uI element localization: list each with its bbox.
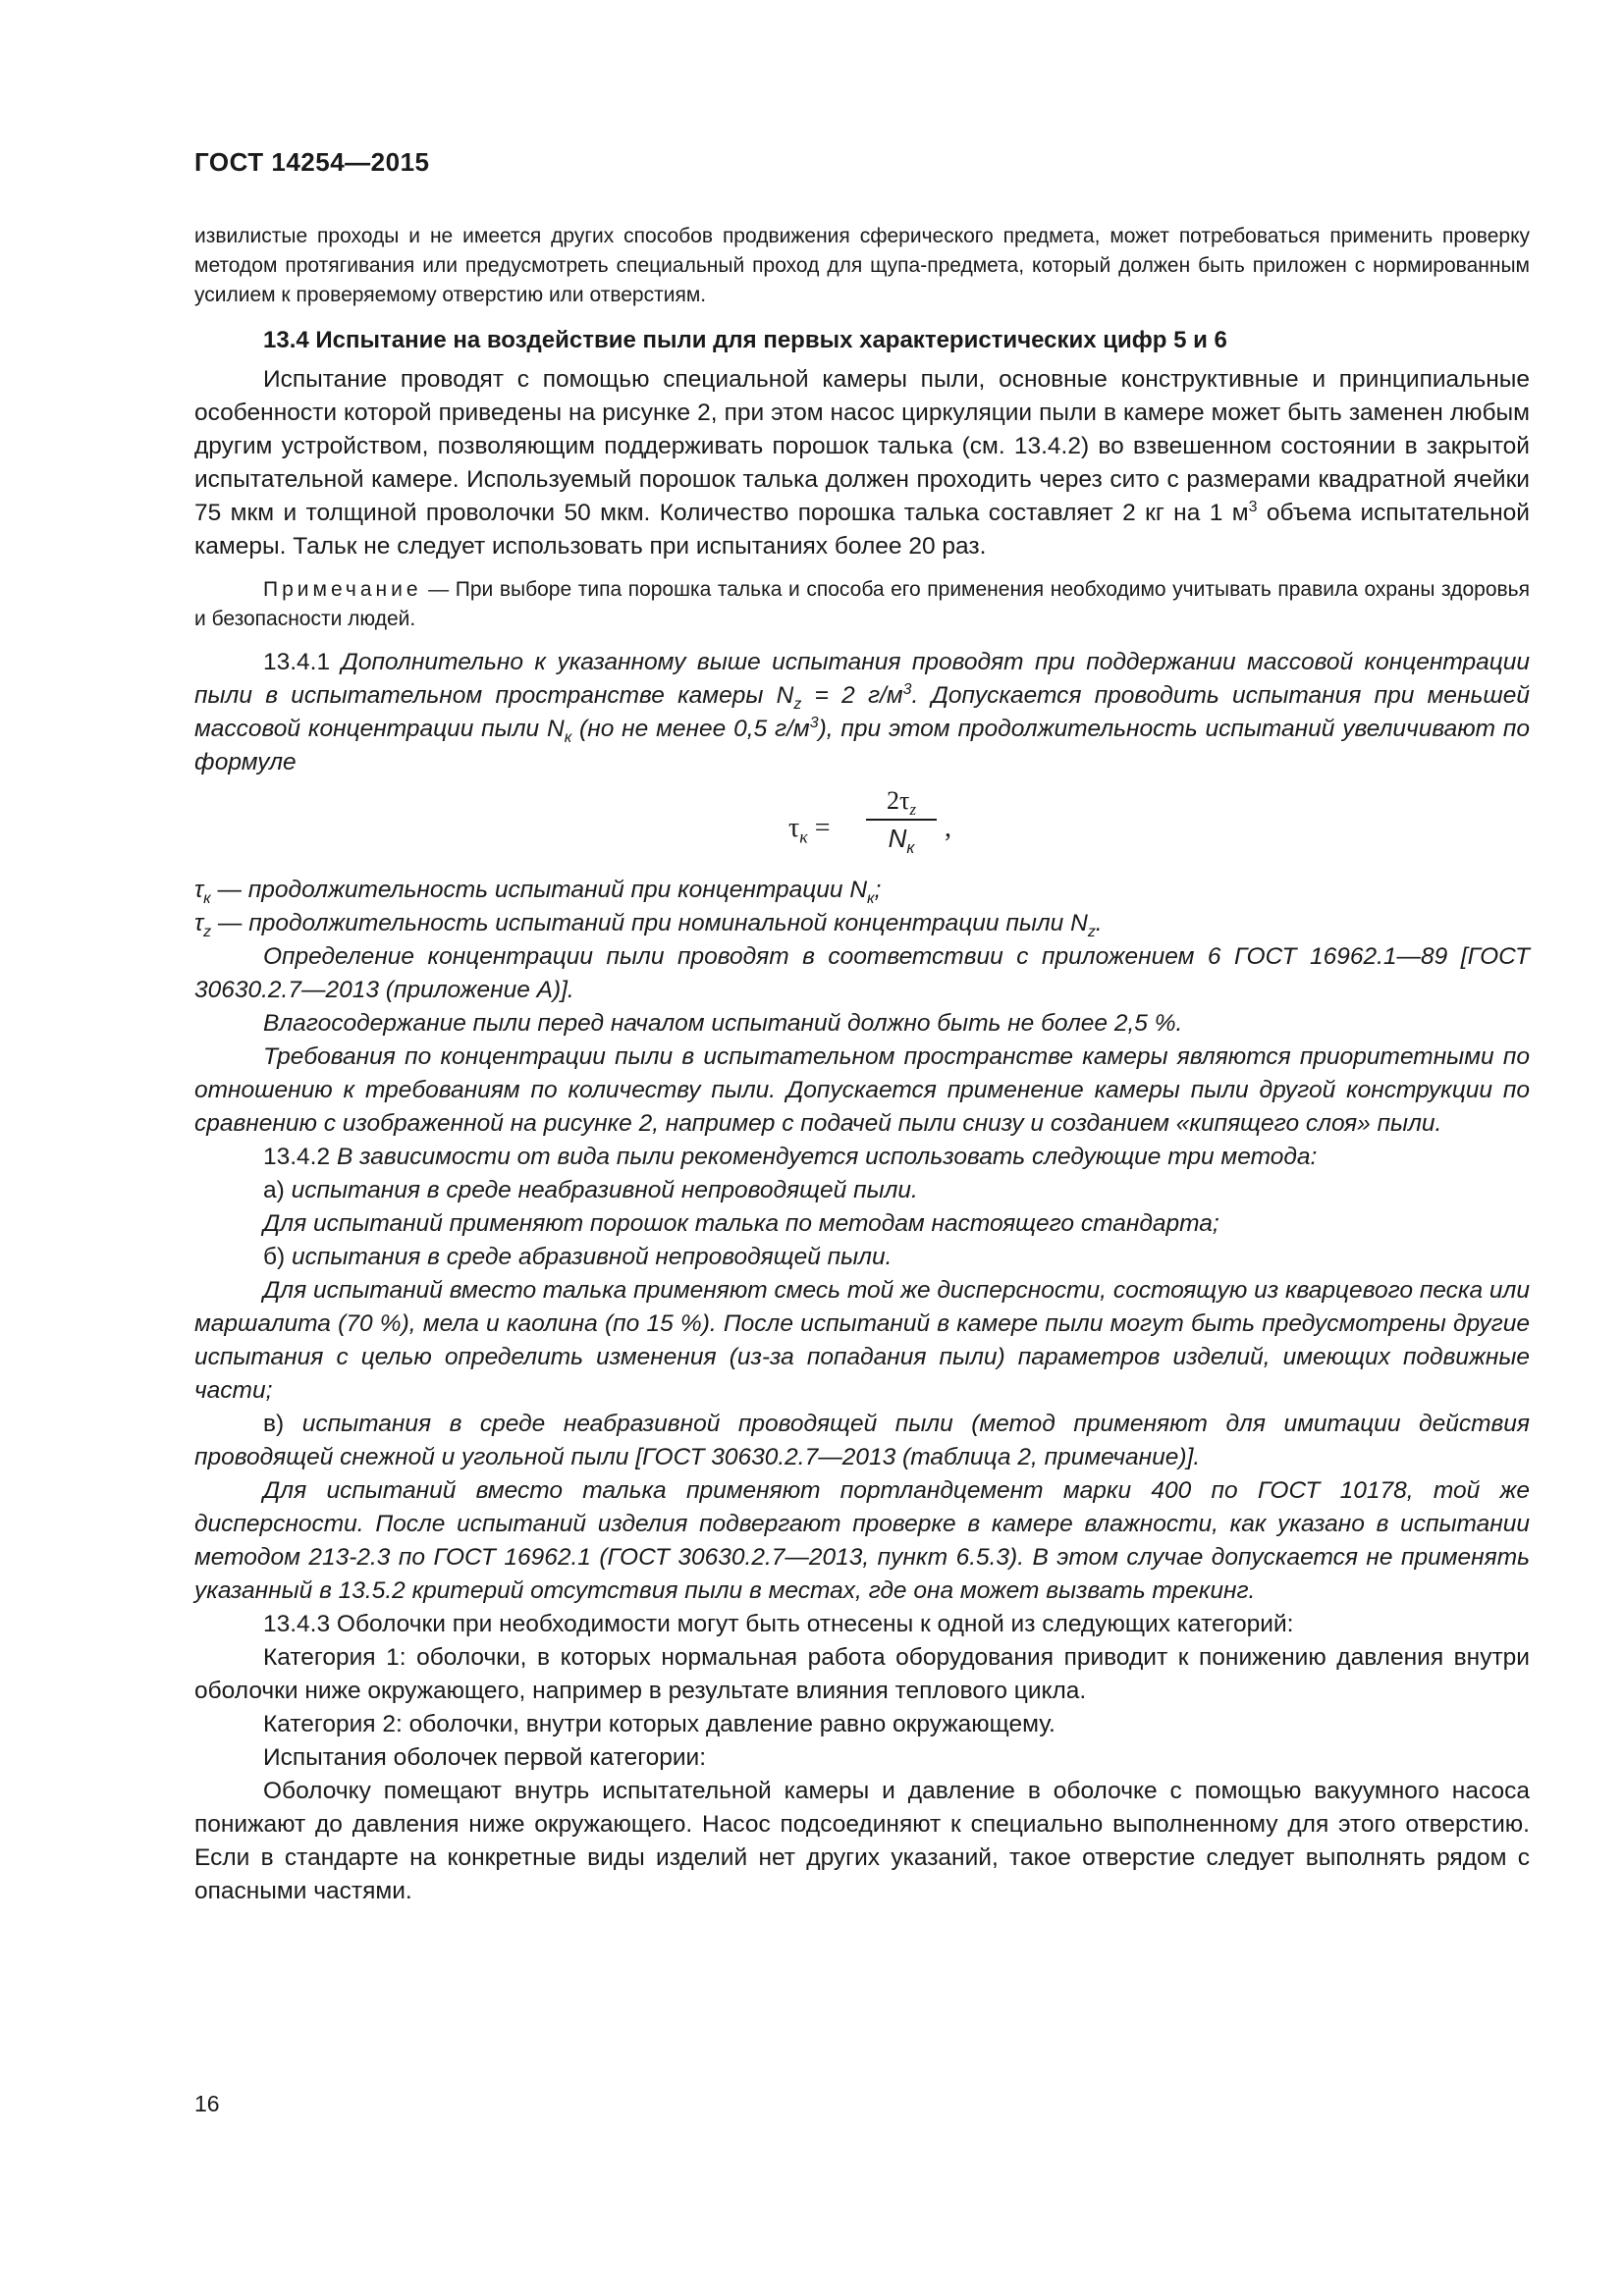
formula-comma: , (945, 813, 951, 843)
fraction-bar (866, 819, 937, 821)
duration-formula (194, 781, 1530, 872)
definition-tau-z: $\tau_z$ — продолжительность испытаний при номинальной концентрации пыли $N_z$. (194, 910, 1103, 940)
paragraph-13-4-body: Испытание проводят с помощью специальной камеры пыли, основные конструктивные и принципиальные особенности которой приведены на рисунке 2, при этом насос циркуляции пыли в камере может быть заменен любым другим устройством, позволяющим поддерживать порошок талька (см. 13.4.2) во взвешенном состоянии в закрытой испытательной камере. Используемый порошок талька должен проходить через сито с размерами квадратной ячейки 75 мкм и толщиной проволочки 50 мкм. Количество порошка талька составляет 2 кг на 1 $м^3$ объема испытательной камеры. Тальк не следует использовать при испытаниях более 20 раз. (194, 366, 1530, 560)
note-label: Примечание (263, 578, 422, 601)
category-1: Категория 1: оболочки, в которых нормальная работа оборудования приводит к понижению давления внутри оболочки ниже окружающего, например в результате влияния теплового цикла. (194, 1644, 1530, 1704)
formula-denominator: $N_к$ (888, 824, 915, 858)
method-a-description: Для испытаний применяют порошок талька по методам настоящего стандарта; (263, 1210, 1219, 1237)
method-a: а) испытания в среде неабразивной непроводящей пыли. (263, 1177, 918, 1203)
page-number: 16 (194, 2091, 220, 2116)
paragraph-concentration: Определение концентрации пыли проводят в соответствии с приложением 6 ГОСТ 16962.1—89 [ГОСТ 30630.2.7—2013 (приложение А)]. (194, 943, 1530, 1003)
document-code-header: ГОСТ 14254—2015 (194, 147, 430, 177)
note-paragraph: Примечание — При выборе типа порошка талька и способа его применения необходимо учитывать правила охраны здоровья и безопасности людей. (194, 578, 1530, 630)
paragraph-requirements: Требования по концентрации пыли в испытательном пространстве камеры являются приоритетными по отношению к требованиям по количеству пыли. Допускается применение камеры пыли другой конструкции по сравнению с изображенной на рисунке 2, например с подачей пыли снизу и созданием «кипящего слоя» пыли. (194, 1043, 1530, 1137)
definition-tau-k: $\tau_к$ — продолжительность испытаний при концентрации $N_к$; (194, 877, 882, 907)
paragraph-humidity: Влагосодержание пыли перед началом испытаний должно быть не более 2,5 %. (263, 1010, 1183, 1037)
category-2: Категория 2: оболочки, внутри которых давление равно окружающему. (263, 1711, 1056, 1737)
formula-lhs: $\tau_к$ = (788, 813, 831, 847)
paragraph-13-4-1: 13.4.1 Дополнительно к указанному выше испытания проводят при поддержании массовой концентрации пыли в испытательном пространстве камеры $N_z = 2$ $г/м^3$. Допускается проводить испытания при меньшей массовой концентрации пыли $N_к$ (но не менее 0,5 $г/м^3$), при этом продолжительность испытаний увеличивают по формуле (194, 649, 1530, 775)
formula-numerator: $2\tau_z$ (886, 786, 917, 820)
method-c-description: Для испытаний вместо талька применяют портландцемент марки 400 по ГОСТ 10178, той же дисперсности. После испытаний изделия подвергают проверке в камере влажности, как указано в испытании методом 213-2.3 по ГОСТ 16962.1 (ГОСТ 30630.2.7—2013, пункт 6.5.3). В этом случае допускается не применять указанный в 13.5.2 критерий отсутствия пыли в местах, где она может вызвать трекинг. (194, 1477, 1530, 1604)
method-b-description: Для испытаний вместо талька применяют смесь той же дисперсности, состоящую из кварцевого песка или маршалита (70 %), мела и каолина (по 15 %). После испытаний в камере пыли могут быть предусмотрены другие испытания с целью определить изменения (из-за попадания пыли) параметров изделий, имеющих подвижные части; (194, 1277, 1530, 1404)
method-b: б) испытания в среде абразивной непроводящей пыли. (263, 1244, 893, 1270)
method-c: в) испытания в среде неабразивной проводящей пыли (метод применяют для имитации действия проводящей снежной и угольной пыли [ГОСТ 30630.2.7—2013 (таблица 2, примечание)]. (194, 1411, 1530, 1470)
formula-fraction (862, 785, 941, 858)
paragraph-13-4-2: 13.4.2 В зависимости от вида пыли рекомендуется использовать следующие три метода: (263, 1144, 1318, 1170)
paragraph-13-4-3: 13.4.3 Оболочки при необходимости могут быть отнесены к одной из следующих категорий: (263, 1611, 1294, 1637)
first-category-tests-label: Испытания оболочек первой категории: (263, 1744, 707, 1771)
first-category-tests-description: Оболочку помещают внутрь испытательной камеры и давление в оболочке с помощью вакуумного насоса понижают до давления ниже окружающего. Насос подсоединяют к специально выполненному для этого отверстию. Если в стандарте на конкретные виды изделий нет других указаний, такое отверстие следует выполнять рядом с опасными частями. (194, 1778, 1530, 1904)
section-heading-13-4: 13.4 Испытание на воздействие пыли для первых характеристических цифр 5 и 6 (263, 327, 1227, 353)
page-body (194, 222, 1530, 1908)
intro-paragraph: извилистые проходы и не имеется других способов продвижения сферического предмета, может потребоваться применить проверку методом протягивания или предусмотреть специальный проход для щупа-предмета, который должен быть приложен с нормированным усилием к проверяемому отверстию или отверстиям. (194, 225, 1530, 306)
